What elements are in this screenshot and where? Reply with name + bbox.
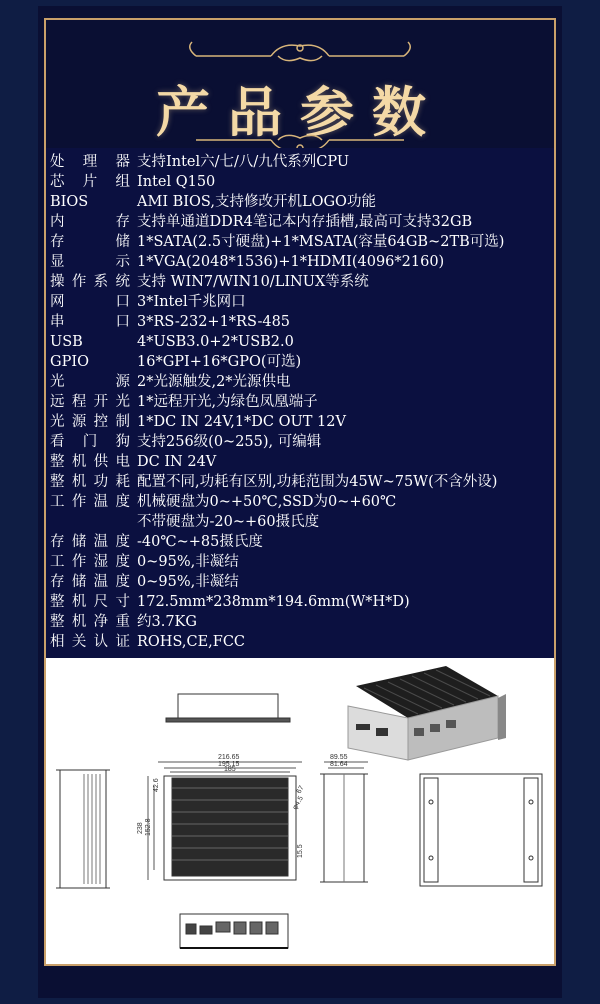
spec-value: 1*DC IN 24V,1*DC OUT 12V [137,414,346,430]
spec-label: 网口 [50,294,130,310]
spec-value: 支持256级(0~255), 可编辑 [137,434,322,450]
spec-value: 2*光源触发,2*光源供电 [137,374,291,390]
spec-value: 3*RS-232+1*RS-485 [137,314,291,330]
spec-value: 约3.7KG [137,614,197,630]
spec-label: BIOS [50,194,89,210]
spec-label: 远程开光 [50,394,130,410]
spec-label: 看门狗 [50,434,130,450]
gold-border [44,18,556,966]
spec-label: USB [50,334,83,350]
spec-label: 存储温度 [50,534,130,550]
spec-label: 显示 [50,254,130,270]
dim-r2: φ4.5 [291,795,305,811]
spec-value: 1*VGA(2048*1536)+1*HDMI(4096*2160) [137,254,445,270]
spec-value: 0~95%,非凝结 [137,574,239,590]
spec-label: 存储温度 [50,574,130,590]
dim-w3: 185 [224,766,236,773]
spec-label: 芯片组 [50,174,130,190]
spec-value: DC IN 24V [137,454,217,470]
dim-right: 15.5 [297,844,304,858]
spec-label: 整机供电 [50,454,130,470]
spec-label: 处理器 [50,154,130,170]
dim-r1: 67 [295,784,306,795]
spec-value: 配置不同,功耗有区别,功耗范围为45W~75W(不含外设) [137,474,498,490]
spec-value: 支持单通道DDR4笔记本内存插槽,最高可支持32GB [137,214,473,230]
dim-h2: 152.8 [145,818,152,836]
spec-label: 整机尺寸 [50,594,130,610]
spec-value: 1*远程开光,为绿色凤凰端子 [137,394,318,410]
spec-label: 存储 [50,234,130,250]
spec-value: 172.5mm*238mm*194.6mm(W*H*D) [137,594,410,610]
dim-w1: 216.65 [218,754,240,761]
spec-label: 光源 [50,374,130,390]
spec-value: 1*SATA(2.5寸硬盘)+1*MSATA(容量64GB~2TB可选) [137,234,505,250]
spec-value: -40℃~+85摄氏度 [137,534,263,550]
dim-h1: 238 [137,822,144,834]
spec-label: GPIO [50,354,89,370]
dim-side-w1: 89.55 [330,754,348,761]
spec-label: 工作湿度 [50,554,130,570]
spec-label: 内存 [50,214,130,230]
spec-label: 整机功耗 [50,474,130,490]
spec-value: ROHS,CE,FCC [137,634,246,650]
spec-value: AMI BIOS,支持修改开机LOGO功能 [137,194,376,210]
dim-side-w2: 81.64 [330,761,348,768]
dim-w2: 195.15 [218,761,240,768]
page-title: 产品参数 [156,81,444,144]
spec-label: 相关认证 [50,634,130,650]
spec-value: 支持 WIN7/WIN10/LINUX等系统 [137,274,369,290]
dim-top: 42.6 [153,778,160,792]
spec-label: 操作系统 [50,274,130,290]
spec-label: 串口 [50,314,130,330]
spec-value: Intel Q150 [137,174,216,190]
spec-label: 工作温度 [50,494,130,510]
spec-label: 整机净重 [50,614,130,630]
spec-value: 支持Intel六/七/八/九代系列CPU [137,154,350,170]
spec-value: 4*USB3.0+2*USB2.0 [137,334,294,350]
spec-value: 16*GPI+16*GPO(可选) [137,354,302,370]
spec-value: 0~95%,非凝结 [137,554,239,570]
spec-label: 光源控制 [50,414,130,430]
spec-value: 不带硬盘为-20~+60摄氏度 [137,514,320,530]
spec-value: 3*Intel千兆网口 [137,294,246,310]
spec-value: 机械硬盘为0~+50℃,SSD为0~+60℃ [137,494,397,510]
